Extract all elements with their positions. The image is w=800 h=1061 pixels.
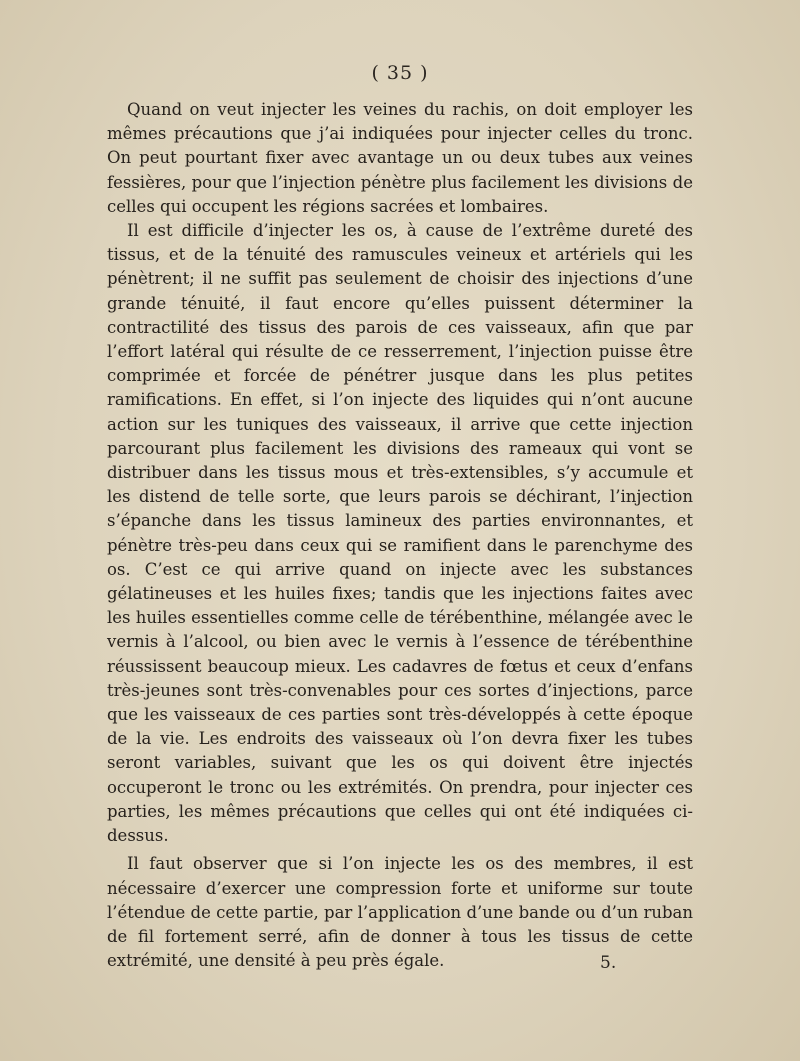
- paragraph-veins-rachis: Quand on veut injecter les veines du rachis, on doit employer les mêmes précautions que j’ai indiquées pour injecter celles du tronc. On peut pourtant fixer avec avantage un ou deux tubes aux veines fessières, pour que l’injection pénètre plus facilement les divisions de celles qui occupent les régions sacrées et lombaires.: [107, 100, 693, 216]
- body-text: [107, 98, 693, 973]
- paragraph-limb-compression: Il faut observer que si l’on injecte les os des membres, il est nécessaire d’exercer une compression forte et uniforme sur toute l’étendue de cette partie, par l’application d’une bande ou d’un ruban de fil fortement serré, afin de donner à tous les tissus de cette extrémité, une densité à peu près égale.: [107, 854, 693, 971]
- paragraph-bone-injection: Il est difficile d’injecter les os, à cause de l’extrême dureté des tissus, et de la ténuité des ramuscules veineux et artériels qui les pénètrent; il ne suffit pas seulement de choisir des injections d’une grande ténuité, il faut encore qu’elles puissent déterminer la contractilité des tissus des parois de ces vaisseaux, afin que par l’effort latéral qui résulte de ce resserrement, l’injection puisse être comprimée et forcée de pénétrer jusque dans les plus petites ramifications. En effet, si l’on injecte des liquides qui n’ont aucune action sur les tuniques des vaisseaux, il arrive que cette injection parcourant plus facilement les divisions des rameaux qui vont se distribuer dans les tissus mous et très-extensibles, s’y accumule et les distend de telle sorte, que leurs parois se déchirant, l’injection s’épanche dans les tissus lamineux des parties environnantes, et pénètre très-peu dans ceux qui se ramifient dans le parenchyme des os. C’est ce qui arrive quand on injecte avec les substances gélatineuses et les huiles fixes; tandis que les injections faites avec les huiles essentielles comme celle de térébenthine, mélangée avec le vernis à l’alcool, ou bien avec le vernis à l’essence de térébenthine réussissent beaucoup mieux. Les cadavres de fœtus et ceux d’enfans très-jeunes sont très-convenables pour ces sortes d’injections, parce que les vaisseaux de ces parties sont très-développés à cette époque de la vie. Les endroits des vaisseaux où l’on devra fixer les tubes seront variables, suivant que les os qui doivent être injectés occuperont le tronc ou les extrémités. On prendra, pour injecter ces parties, les mêmes précautions que celles qui ont été indiquées ci-dessus.: [107, 221, 693, 846]
- page-number: ( 35 ): [371, 62, 429, 84]
- signature-mark: 5.: [600, 953, 617, 973]
